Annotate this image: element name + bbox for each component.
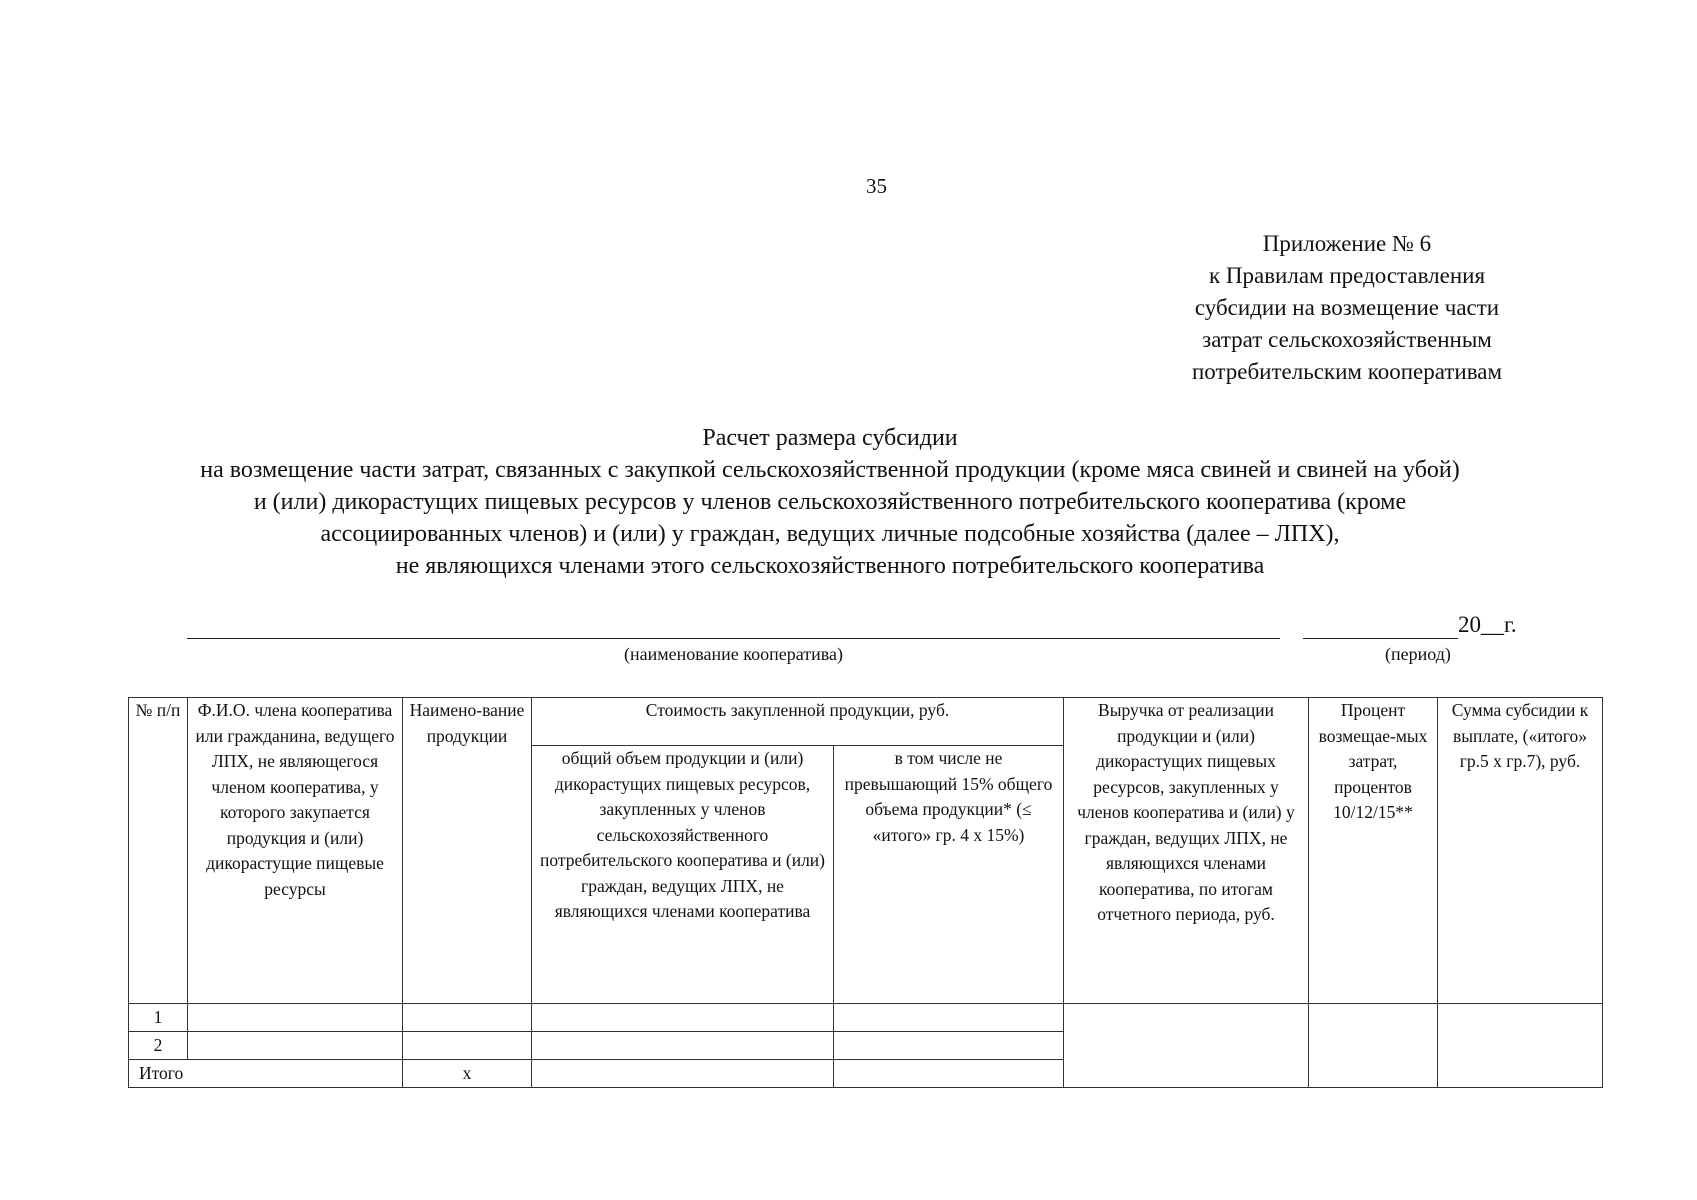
header-cost-total: общий объем продукции и (или) дикорастущих пищевых ресурсов, закупленных у членов сельскохозяйственного потребительского кооператива и (или) граждан, ведущих ЛПХ, не являющихся членами кооператива [532, 746, 834, 1004]
header-fio: Ф.И.О. члена кооператива или гражданина, ведущего ЛПХ, не являющегося членом кооператива, у которого закупается продукция и (или) дикорастущие пищевые ресурсы [188, 698, 403, 1004]
cooperative-name-line[interactable] [187, 638, 1280, 639]
period-caption: (период) [1385, 644, 1451, 664]
header-cost-15: в том числе не превышающий 15% общего объема продукции* (≤ «итого» гр. 4 х 15%) [834, 746, 1064, 1004]
header-cost-group: Стоимость закупленной продукции, руб. [532, 698, 1064, 746]
annex-line: к Правилам предоставления [1208, 263, 1486, 288]
header-subsidy: Сумма субсидии к выплате, («итого» гр.5 х гр.7), руб. [1438, 698, 1603, 1004]
cell-cost-total[interactable] [532, 1032, 834, 1060]
total-label: Итого [129, 1060, 403, 1088]
total-product-mark: х [403, 1060, 532, 1088]
header-product: Наимено-вание продукции [403, 698, 532, 1004]
cell-fio[interactable] [188, 1004, 403, 1032]
annex-line: затрат сельскохозяйственным [1202, 327, 1492, 352]
cell-cost-15[interactable] [834, 1004, 1064, 1032]
total-cost-15[interactable] [834, 1060, 1064, 1088]
table-row [129, 1004, 1603, 1032]
header-percent: Процент возмещае-мых затрат, процентов 10/12/15** [1309, 698, 1438, 1004]
period-line[interactable] [1303, 638, 1458, 639]
title-line: на возмещение части затрат, связанных с закупкой сельскохозяйственной продукции (кроме мяса свиней и свиней на убой) [200, 457, 1460, 483]
page-number: 35 [866, 174, 887, 198]
title-line: не являющихся членами этого сельскохозяйственного потребительского кооператива [395, 553, 1265, 579]
cell-product[interactable] [403, 1032, 532, 1060]
title-heading: Расчет размера субсидии [702, 425, 958, 451]
header-revenue: Выручка от реализации продукции и (или) дикорастущих пищевых ресурсов, закупленных у членов кооператива и (или) у граждан, ведущих ЛПХ, не являющихся членами кооператива, по итогам отчетного периода, руб. [1064, 698, 1309, 1004]
cell-cost-15[interactable] [834, 1032, 1064, 1060]
cell-product[interactable] [403, 1004, 532, 1032]
subsidy-calculation-table [128, 697, 1603, 1088]
document-title [120, 422, 1540, 582]
cell-cost-total[interactable] [532, 1004, 834, 1032]
annex-line: Приложение № 6 [1262, 231, 1432, 256]
cooperative-name-caption: (наименование кооператива) [624, 644, 843, 664]
header-num: № п/п [129, 698, 188, 1004]
cell-subsidy[interactable] [1438, 1004, 1603, 1088]
cell-revenue[interactable] [1064, 1004, 1309, 1088]
title-line: и (или) дикорастущих пищевых ресурсов у членов сельскохозяйственного потребительского кооператива (кроме [253, 489, 1407, 515]
row-number: 2 [129, 1032, 188, 1060]
annex-line: потребительским кооперативам [1191, 359, 1503, 384]
annex-block [1137, 228, 1557, 388]
annex-line: субсидии на возмещение части [1194, 295, 1500, 320]
period-year: 20__г. [1458, 612, 1517, 637]
title-line: ассоциированных членов) и (или) у граждан, ведущих личные подсобные хозяйства (далее – ЛПХ), [320, 521, 1340, 547]
row-number: 1 [129, 1004, 188, 1032]
cell-percent[interactable] [1309, 1004, 1438, 1088]
total-cost-total[interactable] [532, 1060, 834, 1088]
cell-fio[interactable] [188, 1032, 403, 1060]
